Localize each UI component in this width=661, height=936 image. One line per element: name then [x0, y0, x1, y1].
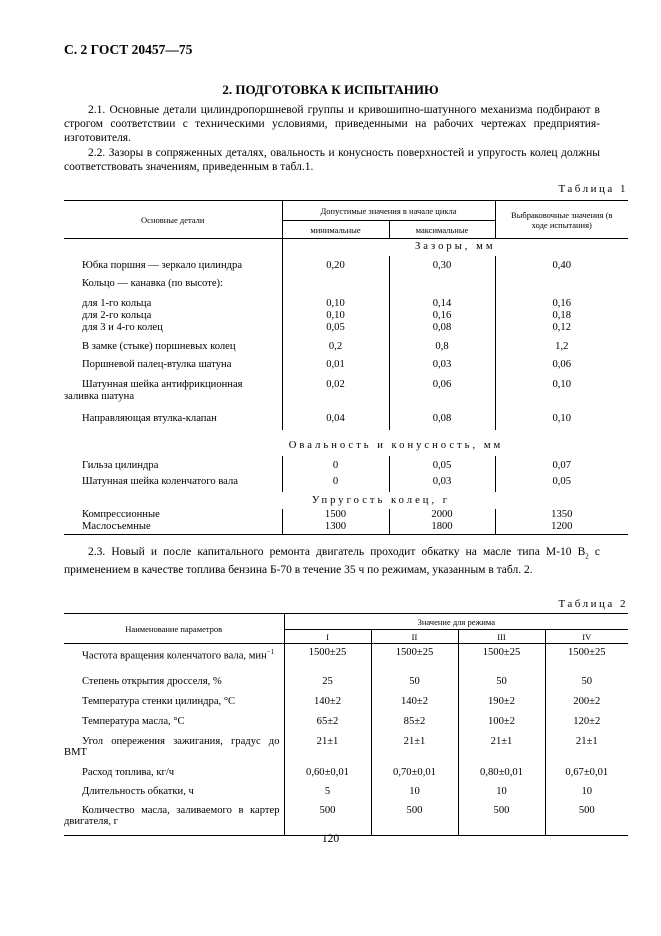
table-2-header-mode: II — [371, 630, 458, 644]
table-1-header-reject: Выбраковочные значения (в ходе испытания) — [495, 201, 628, 239]
table-1-row-name: Маслосъемные — [64, 521, 282, 535]
table-1-cell: 0,06 — [389, 375, 495, 405]
table-2-row-name-sup: −1 — [266, 648, 275, 656]
table-1-cell: 0,01 — [282, 356, 389, 375]
table-1-cell: 0,05 — [389, 456, 495, 472]
table-2-cell: 1500±25 — [567, 647, 606, 658]
table-2-cell: 500 — [371, 802, 458, 836]
table-1-cell: 0,30 — [389, 256, 495, 275]
table-2-cell: 50 — [371, 672, 458, 692]
table-2-cell: 10 — [581, 785, 593, 797]
paragraph-2-3-text: 2.3. Новый и после капитального ремонта двигатель проходит обкатку на масле типа М-10 В — [88, 546, 586, 558]
table-2-cell: 21±1 — [575, 735, 598, 747]
table-2-cell: 100±2 — [458, 712, 545, 732]
paragraph-2-3-subscript: 2 — [585, 552, 589, 561]
table-2-cell: 140±2 — [284, 692, 371, 712]
table-1-cell: 0,2 — [282, 338, 389, 356]
table-1-cell: 0,16 — [389, 310, 495, 322]
table-1-row-name: для 1-го кольца — [64, 294, 282, 310]
table-2-row-name: Количество масла, заливаемого в картер двигателя, г — [64, 802, 284, 836]
table-2-cell: 21±1 — [371, 732, 458, 764]
table-1-cell: 0,20 — [282, 256, 389, 275]
table-1-cell: 0,10 — [282, 294, 389, 310]
table-1-cell: 1300 — [282, 521, 389, 535]
table-1-cell: 0 — [282, 456, 389, 472]
table-1-cell: 2000 — [389, 509, 495, 521]
table-1-header-part: Основные детали — [64, 201, 282, 239]
table-1-subheader-gaps: Зазоры, мм — [414, 241, 496, 252]
table-1-cell: 0,05 — [552, 475, 572, 487]
table-1-cell: 0,10 — [552, 412, 572, 424]
table-2-cell: 10 — [458, 783, 545, 802]
table-1-cell: 0,8 — [389, 338, 495, 356]
table-1-cell: 0,03 — [389, 356, 495, 375]
table-1-row-name: Компрессионные — [64, 509, 282, 521]
table-1-row-name: Шатунная шейка коленчатого вала — [64, 472, 282, 492]
table-2-row-name: Степень открытия дросселя, % — [64, 672, 284, 692]
table-1-row-name: Юбка поршня — зеркало цилиндра — [64, 256, 282, 275]
table-2-cell: 0,70±0,01 — [371, 764, 458, 783]
table-1-cell: 0,16 — [552, 297, 572, 309]
table-2-cell: 1500±25 — [284, 644, 371, 672]
table-2-cell: 500 — [545, 802, 628, 836]
table-1-header-max: максимальные — [389, 221, 495, 239]
table-1-subheader-elastic: Упругость колец, г — [311, 494, 451, 506]
table-2-cell: 1500±25 — [371, 644, 458, 672]
table-1 — [64, 200, 628, 535]
table-1-row-name: для 3 и 4-го колец — [64, 322, 282, 338]
table-2-header-mode: I — [284, 630, 371, 644]
paragraph-2-1: 2.1. Основные детали цилиндропоршневой группы и кривошипно-шатунного механизма подбирают в строгом соответствии с техническими условиями, приведенными на рабочих чертежах предприятия-изготовителя. — [64, 104, 600, 144]
table-2-header-mode: IV — [545, 630, 628, 644]
paragraph-2-2: 2.2. Зазоры в сопряженных деталях, овальность и конусность поверхностей и упругость колец должны соответствовать значениям, приведенным в табл.1. — [64, 147, 600, 173]
table-2-cell: 25 — [284, 672, 371, 692]
table-2-cell: 1500±25 — [458, 644, 545, 672]
table-2-cell: 10 — [371, 783, 458, 802]
table-2-row-name — [64, 644, 284, 672]
page-header: С. 2 ГОСТ 20457—75 — [64, 42, 193, 57]
table-1-cell: 0,10 — [282, 310, 389, 322]
table-1-cell: 0,05 — [282, 322, 389, 338]
table-1-cell: 0,03 — [389, 472, 495, 492]
table-1-cell: 1500 — [282, 509, 389, 521]
table-1-row-name: В замке (стыке) поршневых колец — [64, 338, 282, 356]
table-2-cell: 500 — [284, 802, 371, 836]
table-2-cell: 140±2 — [371, 692, 458, 712]
table-1-cell: 0 — [282, 472, 389, 492]
table-2-cell: 200±2 — [573, 695, 601, 707]
table-2-cell: 0,60±0,01 — [284, 764, 371, 783]
table-1-cell: 0,12 — [552, 321, 572, 333]
table-1-row-name: Направляющая втулка-клапан — [64, 405, 282, 430]
table-1-row-name: Гильза цилиндра — [64, 456, 282, 472]
table-2-row-name: Длительность обкатки, ч — [64, 783, 284, 802]
table-1-cell: 1200 — [495, 521, 628, 535]
table-2-row-name: Расход топлива, кг/ч — [64, 764, 284, 783]
table-2-cell: 190±2 — [458, 692, 545, 712]
table-2-label: Таблица 2 — [558, 598, 628, 610]
section-title: 2. ПОДГОТОВКА К ИСПЫТАНИЮ — [222, 82, 439, 97]
table-2-cell: 21±1 — [458, 732, 545, 764]
table-1-cell: 0,14 — [389, 294, 495, 310]
table-1-cell: 0,07 — [552, 459, 572, 471]
table-1-cell: 0,08 — [389, 322, 495, 338]
table-2-row-name: Температура стенки цилиндра, °С — [64, 692, 284, 712]
table-2-cell: 50 — [581, 675, 593, 687]
paragraph-2-3-text-continued: с применением в качестве топлива бензина Б-70 в течение 35 ч по режимам, указанным в табл. 2. — [64, 546, 600, 577]
table-2-cell: 500 — [458, 802, 545, 836]
table-2-cell: 0,80±0,01 — [458, 764, 545, 783]
table-1-cell: 0,02 — [282, 375, 389, 405]
table-1-cell: 0,04 — [282, 405, 389, 430]
table-1-row-name: Шатунная шейка антифрикционная заливка шатуна — [64, 375, 282, 405]
table-2-row-name: Угол опережения зажигания, градус до ВМТ — [64, 732, 284, 764]
table-2-cell: 5 — [284, 783, 371, 802]
table-1-cell: 0,18 — [552, 309, 572, 321]
table-2-cell: 65±2 — [284, 712, 371, 732]
table-1-row-name: Поршневой палец-втулка шатуна — [64, 356, 282, 375]
table-2-row-name: Температура масла, °С — [64, 712, 284, 732]
table-1-cell: 0,10 — [552, 378, 572, 390]
table-2-cell: 85±2 — [371, 712, 458, 732]
table-2-header-mode: III — [458, 630, 545, 644]
table-1-cell: 0,08 — [389, 405, 495, 430]
table-1-header-min: минимальные — [282, 221, 389, 239]
table-2 — [64, 613, 628, 836]
table-1-label: Таблица 1 — [558, 183, 628, 195]
table-2-header-name: Наименование параметров — [64, 614, 284, 644]
table-2-cell: 21±1 — [284, 732, 371, 764]
table-1-cell: 1,2 — [555, 340, 569, 352]
table-1-cell: 0,40 — [552, 259, 572, 271]
table-2-cell: 120±2 — [573, 715, 601, 727]
table-2-row-name-text: Частота вращения коленчатого вала, мин — [82, 650, 267, 662]
table-1-cell: 0,06 — [552, 358, 572, 370]
table-1-row-name: для 2-го кольца — [64, 310, 282, 322]
table-2-header-group: Значение для режима — [284, 614, 628, 630]
table-1-subheader-oval: Овальность и конусность, мм — [288, 439, 504, 451]
table-1-cell: 1350 — [551, 508, 573, 520]
table-1-header-group: Допустимые значения в начале цикла — [282, 201, 495, 221]
table-1-row-name: Кольцо — канавка (по высоте): — [64, 275, 282, 294]
paragraph-2-3 — [64, 545, 600, 577]
table-2-cell: 0,67±0,01 — [565, 766, 609, 778]
page-number: 120 — [321, 833, 340, 845]
table-1-cell: 1800 — [389, 521, 495, 535]
table-2-cell: 50 — [458, 672, 545, 692]
